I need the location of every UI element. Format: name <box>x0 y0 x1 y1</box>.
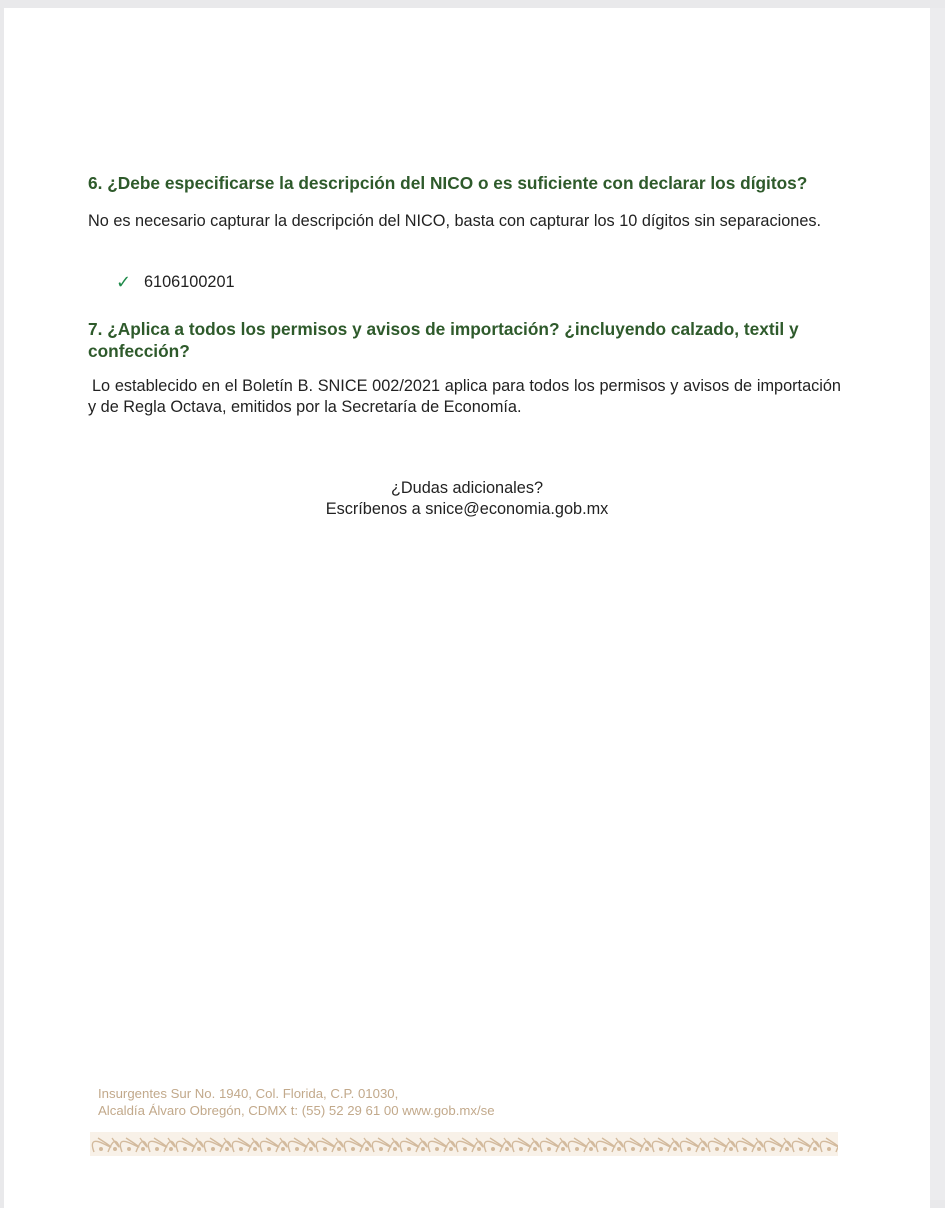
contact-email-line: Escríbenos a snice@economia.gob.mx <box>325 500 609 518</box>
footer-address-line-1: Insurgentes Sur No. 1940, Col. Florida, C.P. 01030, <box>98 1086 399 1101</box>
example-item <box>116 271 235 293</box>
footer-address-line-2: Alcaldía Álvaro Obregón, CDMX t: (55) 52 29 61 00 www.gob.mx/se <box>98 1103 495 1118</box>
question-6-heading: 6. ¿Debe especificarse la descripción del NICO o es suficiente con declarar los dígitos? <box>88 173 808 193</box>
question-7-answer: Lo establecido en el Boletín B. SNICE 002/2021 aplica para todos los permisos y avisos de importación y de Regla Octava, emitidos por la Secretaría de Economía. <box>88 377 841 416</box>
check-icon: ✓ <box>116 271 132 292</box>
viewer-background <box>930 8 945 1200</box>
contact-question: ¿Dudas adicionales? <box>390 479 544 497</box>
question-7-heading: 7. ¿Aplica a todos los permisos y avisos de importación? ¿incluyendo calzado, textil y confección? <box>88 319 799 361</box>
document-page <box>4 8 930 1208</box>
footer-address <box>98 1085 495 1119</box>
footer-ornament-band <box>90 1132 838 1156</box>
nico-code-example: 6106100201 <box>144 272 235 291</box>
question-6-answer: No es necesario capturar la descripción del NICO, basta con capturar los 10 dígitos sin separaciones. <box>88 212 822 230</box>
